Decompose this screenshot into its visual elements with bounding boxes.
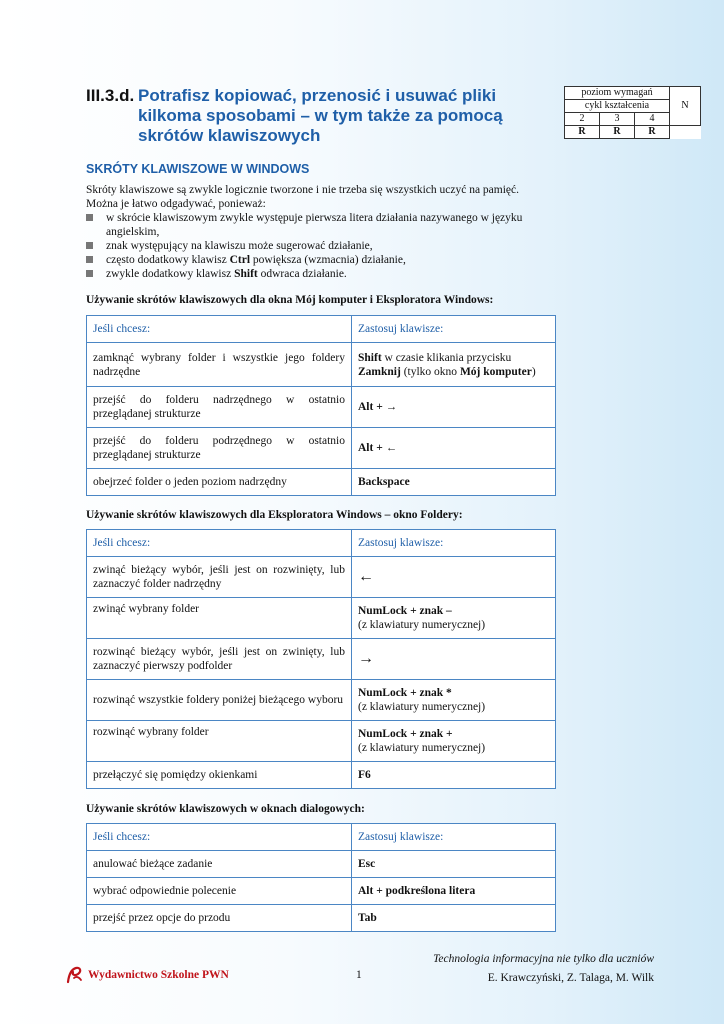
table-row [87,598,556,639]
cycle-2: 2 [565,113,600,126]
footer-credits [433,950,654,988]
action-cell: zamknąć wybrany folder i wszystkie jego foldery nadrzędne [87,343,352,387]
action-cell: przełączyć się pomiędzy okienkami [87,762,352,789]
section-code: III.3.d. [86,86,135,105]
key-name: NumLock + znak * [358,687,452,699]
intro-line-2: Można je łatwo odgadywać, ponieważ: [86,198,266,210]
keys-cell: Backspace [352,469,556,496]
shortcuts-table-dialogs [86,823,556,932]
table-row [87,878,556,905]
keys-cell [352,721,556,762]
table-row [87,639,556,680]
keys-cell: Esc [352,851,556,878]
page-number: 1 [356,969,362,981]
action-cell: przejść do folderu podrzędnego w ostatnio przeglądanej strukturze [87,428,352,469]
square-bullet-icon [86,242,93,249]
keys-text: (tylko okno [400,365,460,378]
keys-cell [352,343,556,387]
table3-caption: Używanie skrótów klawiszowych w oknach dialogowych: [86,803,365,815]
action-cell: przejść do folderu nadrzędnego w ostatnio przeglądanej strukturze [87,387,352,428]
left-arrow-icon: ← [358,567,374,585]
keys-cell: Alt + ← [352,428,556,469]
shortcuts-table-explorer [86,315,556,496]
keys-cell [352,598,556,639]
action-cell: rozwinąć wszystkie foldery poniżej bieżącego wyboru [87,680,352,721]
table-row [87,905,556,932]
keys-note: (z klawiatury numerycznej) [358,701,486,713]
list-item [86,211,566,239]
pwn-logo-icon [66,966,84,984]
column-header-want: Jeśli chcesz: [87,824,352,851]
keys-cell [352,557,556,598]
requirements-level-table [564,86,701,139]
book-title: Technologia informacyjna nie tylko dla uczniów [433,953,654,965]
keys-cell [352,639,556,680]
key-name: Zamknij [358,365,401,378]
list-item [86,267,566,281]
key-name: Mój komputer [459,365,532,378]
authors: E. Krawczyński, Z. Talaga, M. Wilk [487,972,654,984]
keys-note: (z klawiatury numerycznej) [358,742,486,754]
cycle-label: cykl kształcenia [565,100,670,113]
square-bullet-icon [86,256,93,263]
keys-text: ) [531,365,536,378]
table-row [87,721,556,762]
key-name: Ctrl [229,254,251,266]
keys-text: w czasie klikania przycisku [381,351,512,364]
publisher-logo [66,966,229,984]
bullet-text: często dodatkowy klawisz [106,254,230,266]
cycle-3: 3 [600,113,635,126]
intro-line-1: Skróty klawiszowe są zwykle logicznie tworzone i nie trzeba się wszystkich uczyć na pamięć. [86,184,520,196]
table-row [87,851,556,878]
key-name: NumLock + znak – [358,605,452,617]
table-row [87,469,556,496]
action-cell: rozwinąć wybrany folder [87,721,352,762]
bullet-text: odwraca działanie. [257,268,347,280]
column-header-keys: Zastosuj klawisze: [352,824,556,851]
publisher-name: Wydawnictwo Szkolne PWN [88,969,229,981]
tips-list [86,211,566,281]
table-row [87,762,556,789]
key-name: NumLock + znak + [358,728,453,740]
square-bullet-icon [86,270,93,277]
column-header-keys: Zastosuj klawisze: [352,530,556,557]
keys-cell: Alt + podkreślona litera [352,878,556,905]
column-header-want: Jeśli chcesz: [87,530,352,557]
level-r-4: R [635,126,670,139]
level-n: N [670,87,701,126]
cycle-4: 4 [635,113,670,126]
table-row [87,387,556,428]
column-header-keys: Zastosuj klawisze: [352,316,556,343]
bullet-text: powiększa (wzmacnia) działanie, [250,254,406,266]
action-cell: przejść przez opcje do przodu [87,905,352,932]
bullet-text: w skrócie klawiszowym zwykle występuje pierwsza litera działania nazywanego w języku angielskim, [106,212,523,238]
bullet-text: zwykle dodatkowy klawisz [106,268,235,280]
list-item [86,253,566,267]
table-row [87,428,556,469]
level-r-2: R [565,126,600,139]
keys-note: (z klawiatury numerycznej) [358,619,486,631]
chapter-title: Potrafisz kopiować, przenosić i usuwać pliki kilkoma sposobami – w tym także za pomocą skrótów klawiszowych [138,86,503,145]
bullet-text: znak występujący na klawiszu może sugerować działanie, [106,240,373,252]
table-row [87,343,556,387]
level-r-3: R [600,126,635,139]
keys-cell: Alt + → [352,387,556,428]
action-cell: wybrać odpowiednie polecenie [87,878,352,905]
list-item [86,239,566,253]
action-cell: rozwinąć bieżący wybór, jeśli jest on zwinięty, lub zaznaczyć pierwszy podfolder [87,639,352,680]
keys-cell [352,680,556,721]
square-bullet-icon [86,214,93,221]
table-row [87,680,556,721]
section-title: SKRÓTY KLAWISZOWE W WINDOWS [86,162,310,176]
column-header-want: Jeśli chcesz: [87,316,352,343]
action-cell: anulować bieżące zadanie [87,851,352,878]
table1-caption: Używanie skrótów klawiszowych dla okna Mój komputer i Eksploratora Windows: [86,294,494,306]
action-cell: obejrzeć folder o jeden poziom nadrzędny [87,469,352,496]
keys-cell: F6 [352,762,556,789]
action-cell: zwinąć bieżący wybór, jeśli jest on rozwinięty, lub zaznaczyć folder nadrzędny [87,557,352,598]
action-cell: zwinąć wybrany folder [87,598,352,639]
right-arrow-icon: → [358,649,374,667]
intro-text [86,183,566,281]
table-row [87,557,556,598]
table2-caption: Używanie skrótów klawiszowych dla Eksploratora Windows – okno Foldery: [86,509,463,521]
shortcuts-table-folders [86,529,556,789]
requirements-label: poziom wymagań [565,87,670,100]
key-name: Shift [234,268,258,280]
key-name: Shift [358,351,382,364]
keys-cell: Tab [352,905,556,932]
